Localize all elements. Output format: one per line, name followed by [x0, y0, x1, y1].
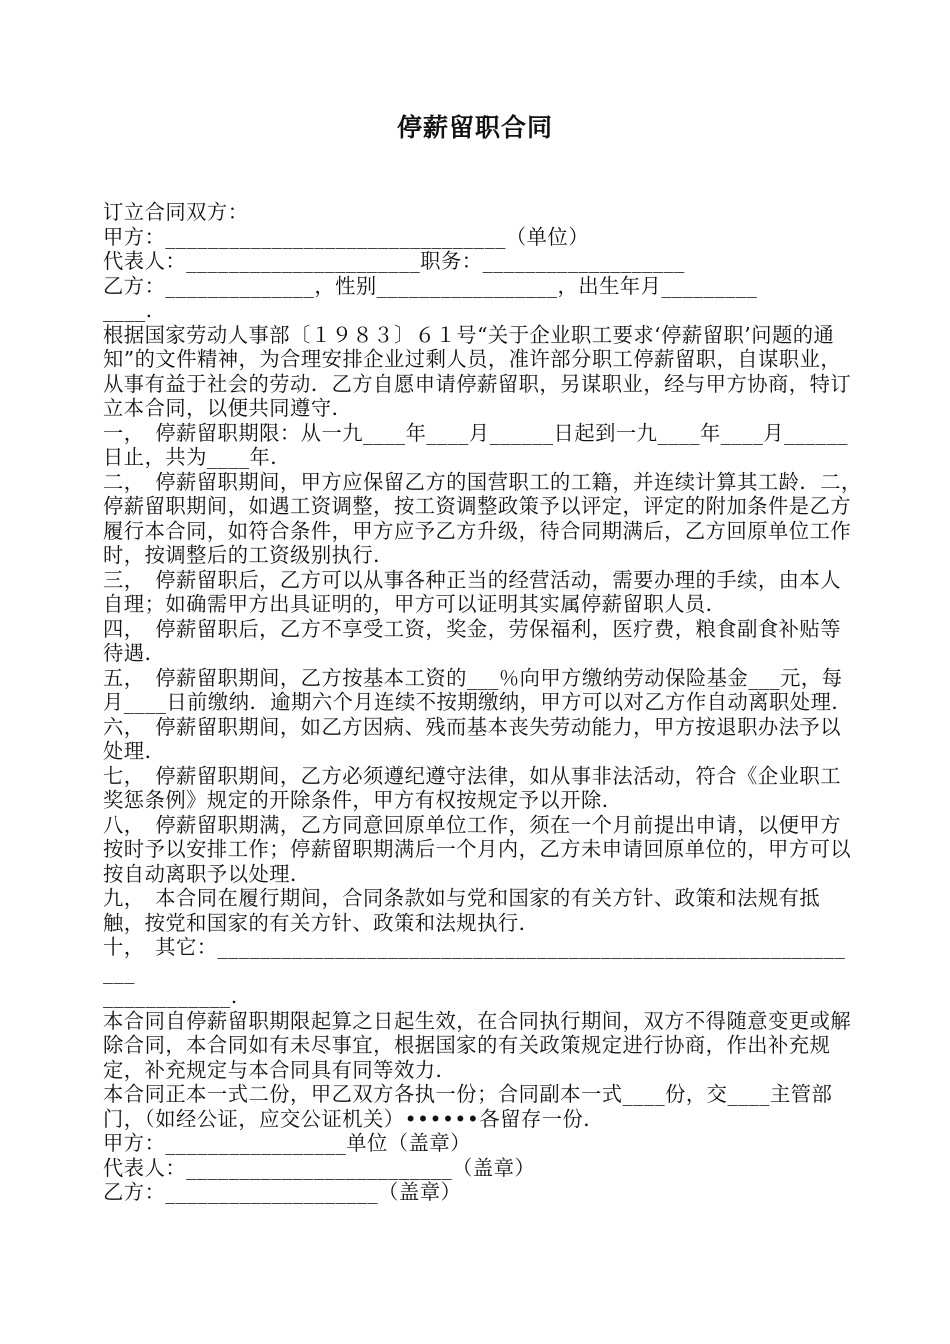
- effectiveness-paragraph: 本合同自停薪留职期限起算之日起生效，在合同执行期间，双方不得随意变更或解除合同，本合同如有未尽事宜，根据国家的有关政策规定进行协商，作出补充规定，补充规定与本合同具有同等效力．: [103, 1008, 852, 1082]
- clause-8: 八， 停薪留职期满，乙方同意回原单位工作，须在一个月前提出申请，以便甲方按时予以安排工作；停薪留职期满后一个月内，乙方未申请回原单位的，甲方可以按自动离职予以处理．: [103, 812, 852, 886]
- clause-4: 四， 停薪留职后，乙方不享受工资，奖金，劳保福利，医疗费，粮食副食补贴等待遇．: [103, 616, 841, 665]
- representative-line: 代表人：______________________职务：___________________: [103, 249, 685, 273]
- clause-10-cont: ____________.: [103, 984, 238, 1008]
- preamble-paragraph: 根据国家劳动人事部〔１９８３〕６１号“关于企业职工要求‘停薪留职’问题的通知”的文件精神，为合理安排企业过剩人员，准许部分职工停薪留职，自谋职业，从事有益于社会的劳动．乙方自愿申请停薪留职，另谋职业，经与甲方协商，特订立本合同，以便共同遵守．: [103, 322, 852, 420]
- clause-9: 九， 本合同在履行期间，合同条款如与党和国家的有关方针、政策和法规有抵触，按党和国家的有关方针、政策和法规执行．: [103, 886, 821, 935]
- party-b-line: 乙方：______________，性别_________________，出生年月_________: [103, 273, 758, 298]
- contract-parties-heading: 订立合同双方：: [103, 200, 249, 224]
- party-b-line-cont: ____.: [103, 298, 153, 322]
- document-body: [103, 200, 873, 1205]
- signature-party-a: 甲方：_________________单位（盖章）: [103, 1131, 471, 1155]
- signature-party-b: 乙方：____________________（盖章）: [103, 1180, 462, 1204]
- clause-1: 一， 停薪留职期限：从一九____年____月______日起到一九____年____月______日止，共为____年．: [103, 420, 848, 469]
- signature-representative: 代表人：_________________________（盖章）: [103, 1155, 536, 1180]
- copies-paragraph: 本合同正本一式二份，甲乙双方各执一份；合同副本一式____份，交____主管部门，（如经公证，应交公证机关）••••••各留存一份．: [103, 1082, 833, 1131]
- clause-10: 十， 其它：______________________________________________________________: [103, 935, 846, 984]
- clause-7: 七， 停薪留职期间，乙方必须遵纪遵守法律，如从事非法活动，符合《企业职工奖惩条例》规定的开除条件，甲方有权按规定予以开除．: [103, 763, 841, 812]
- clause-6: 六， 停薪留职期间，如乙方因病、残而基本丧失劳动能力，甲方按退职办法予以处理．: [103, 714, 841, 763]
- document-title: 停薪留职合同: [396, 113, 553, 142]
- clause-2: 二， 停薪留职期间，甲方应保留乙方的国营职工的工籍，并连续计算其工龄．二， 停薪留职期间，如遇工资调整，按工资调整政策予以评定，评定的附加条件是乙方履行本合同，如符合条件，甲方应予乙方升级，待合同期满后，乙方回原单位工作时，按调整后的工资级别执行．: [103, 469, 873, 567]
- clause-5: 五， 停薪留职期间，乙方按基本工资的___％向甲方缴纳劳动保险基金___元，每月____日前缴纳．逾期六个月连续不按期缴纳，甲方可以对乙方作自动离职处理．: [103, 665, 853, 714]
- clause-3: 三， 停薪留职后，乙方可以从事各种正当的经营活动，需要办理的手续，由本人自理；如确需甲方出具证明的，甲方可以证明其实属停薪留职人员．: [103, 567, 841, 616]
- party-a-line: 甲方：________________________________（单位）: [103, 224, 589, 249]
